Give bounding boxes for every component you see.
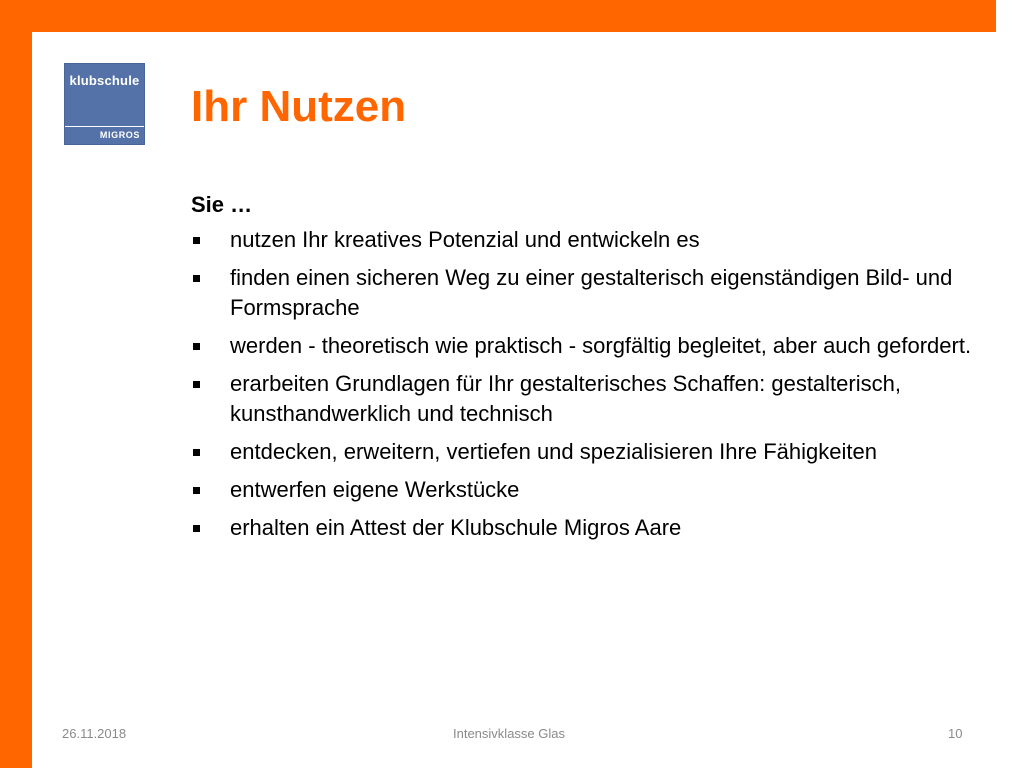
slide-title: Ihr Nutzen xyxy=(191,82,407,131)
list-item xyxy=(192,369,992,429)
list-item xyxy=(192,437,992,467)
intro-text: Sie … xyxy=(191,192,253,217)
list-item-text: entdecken, erweitern, vertiefen und spezialisieren Ihre Fähigkeiten xyxy=(230,439,877,464)
list-item-text: finden einen sicheren Weg zu einer gestalterisch eigenständigen Bild- und Formsprache xyxy=(230,265,953,320)
orange-frame-left xyxy=(0,0,32,768)
square-bullet-icon xyxy=(193,343,200,350)
footer-date: 26.11.2018 xyxy=(62,726,127,741)
list-item xyxy=(192,225,992,255)
square-bullet-icon xyxy=(193,381,200,388)
footer-course-name: Intensivklasse Glas xyxy=(453,726,565,741)
list-item-text: erarbeiten Grundlagen für Ihr gestalterisches Schaffen: gestalterisch, kunsthandwerklich und technisch xyxy=(230,371,901,426)
bullet-list xyxy=(192,225,992,551)
square-bullet-icon xyxy=(193,275,200,282)
list-item xyxy=(192,475,992,505)
logo-band: MIGROS xyxy=(65,126,144,144)
list-item-text: erhalten ein Attest der Klubschule Migros Aare xyxy=(230,515,682,540)
list-item xyxy=(192,263,992,323)
logo-wordmark: klubschule xyxy=(69,73,140,88)
list-item xyxy=(192,513,992,543)
klubschule-migros-logo xyxy=(64,63,145,145)
list-item-text: werden - theoretisch wie praktisch - sorgfältig begleitet, aber auch gefordert. xyxy=(230,333,972,358)
footer-page-number: 10 xyxy=(948,726,963,741)
square-bullet-icon xyxy=(193,487,200,494)
square-bullet-icon xyxy=(193,525,200,532)
list-item-text: entwerfen eigene Werkstücke xyxy=(230,477,520,502)
list-item-text: nutzen Ihr kreatives Potenzial und entwickeln es xyxy=(230,227,700,252)
list-item xyxy=(192,331,992,361)
square-bullet-icon xyxy=(193,237,200,244)
orange-frame-top xyxy=(0,0,996,32)
square-bullet-icon xyxy=(193,449,200,456)
